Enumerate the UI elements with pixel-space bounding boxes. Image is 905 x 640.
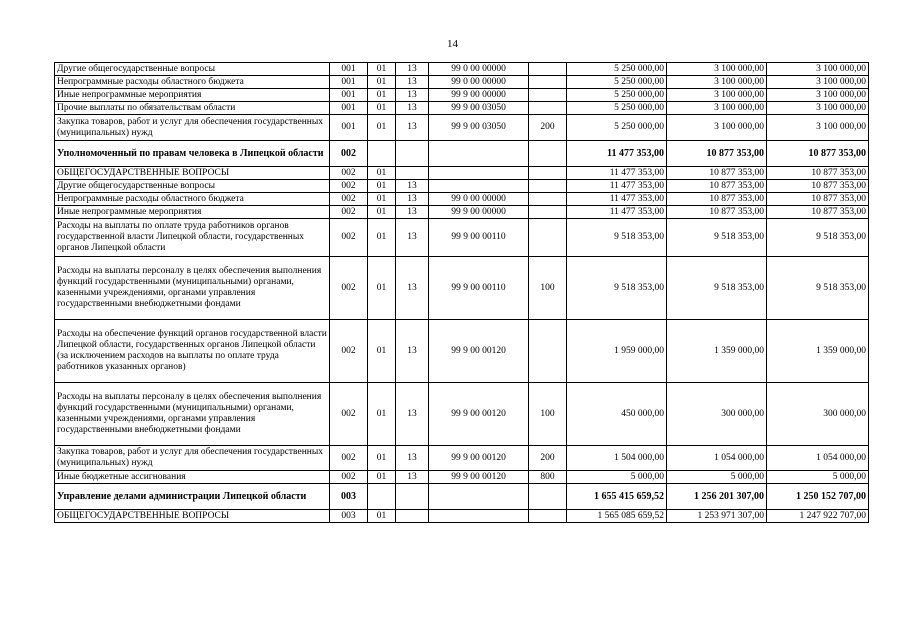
cell-ved-code: 002 (330, 219, 368, 257)
cell-name: Закупка товаров, работ и услуг для обеспечения государственных (муниципальных) нужд (55, 446, 330, 471)
cell-section-code: 01 (368, 383, 396, 446)
cell-amount-year-3: 9 518 353,00 (767, 257, 869, 320)
cell-subsection-code: 13 (396, 180, 429, 193)
cell-amount-year-2: 3 100 000,00 (667, 63, 767, 76)
cell-target-article: 99 0 00 00000 (429, 76, 529, 89)
cell-ved-code: 001 (330, 102, 368, 115)
cell-amount-year-2: 1 054 000,00 (667, 446, 767, 471)
table-row (55, 257, 869, 320)
cell-subsection-code: 13 (396, 102, 429, 115)
cell-target-article: 99 9 00 03050 (429, 102, 529, 115)
cell-amount-year-2: 1 359 000,00 (667, 320, 767, 383)
cell-expense-type: 200 (529, 446, 567, 471)
cell-amount-year-1: 11 477 353,00 (567, 193, 667, 206)
cell-subsection-code: 13 (396, 89, 429, 102)
cell-target-article: 99 0 00 00000 (429, 193, 529, 206)
cell-name: Расходы на выплаты по оплате труда работников органов государственной власти Липецкой области, государственных органов Липецкой области (55, 219, 330, 257)
cell-expense-type (529, 76, 567, 89)
cell-target-article: 99 9 00 00120 (429, 320, 529, 383)
cell-ved-code: 001 (330, 76, 368, 89)
table-row (55, 484, 869, 510)
cell-amount-year-1: 5 250 000,00 (567, 102, 667, 115)
cell-name: Расходы на обеспечение функций органов государственной власти Липецкой области, государственных органов Липецкой области (за исключением расходов на выплаты по оплате труда работников указанных органов) (55, 320, 330, 383)
cell-amount-year-2: 10 877 353,00 (667, 193, 767, 206)
cell-expense-type (529, 89, 567, 102)
cell-name: Расходы на выплаты персоналу в целях обеспечения выполнения функций государственными (муниципальными) органами, казенными учреждениями, органами управления государственными внебюджетными фондами (55, 257, 330, 320)
table-row (55, 167, 869, 180)
table-row (55, 206, 869, 219)
cell-amount-year-1: 11 477 353,00 (567, 141, 667, 167)
cell-section-code: 01 (368, 167, 396, 180)
cell-target-article: 99 9 00 00110 (429, 257, 529, 320)
cell-target-article (429, 167, 529, 180)
cell-target-article: 99 9 00 00000 (429, 89, 529, 102)
table-row (55, 219, 869, 257)
cell-ved-code: 002 (330, 141, 368, 167)
cell-section-code: 01 (368, 89, 396, 102)
cell-expense-type (529, 102, 567, 115)
cell-subsection-code: 13 (396, 219, 429, 257)
cell-amount-year-1: 1 959 000,00 (567, 320, 667, 383)
cell-subsection-code: 13 (396, 63, 429, 76)
cell-target-article: 99 9 00 00120 (429, 383, 529, 446)
table-row (55, 76, 869, 89)
cell-amount-year-3: 10 877 353,00 (767, 206, 869, 219)
cell-expense-type: 200 (529, 115, 567, 141)
cell-ved-code: 002 (330, 320, 368, 383)
cell-amount-year-3: 5 000,00 (767, 471, 869, 484)
cell-section-code: 01 (368, 102, 396, 115)
cell-section-code: 01 (368, 446, 396, 471)
cell-amount-year-3: 1 359 000,00 (767, 320, 869, 383)
cell-amount-year-3: 10 877 353,00 (767, 167, 869, 180)
cell-amount-year-3: 1 250 152 707,00 (767, 484, 869, 510)
cell-amount-year-3: 3 100 000,00 (767, 102, 869, 115)
cell-amount-year-2: 3 100 000,00 (667, 102, 767, 115)
cell-name: Другие общегосударственные вопросы (55, 63, 330, 76)
table-row (55, 63, 869, 76)
cell-expense-type (529, 141, 567, 167)
cell-amount-year-2: 10 877 353,00 (667, 180, 767, 193)
cell-section-code: 01 (368, 193, 396, 206)
table-row (55, 471, 869, 484)
cell-amount-year-1: 1 655 415 659,52 (567, 484, 667, 510)
budget-table (54, 62, 869, 523)
cell-subsection-code (396, 484, 429, 510)
cell-name: Иные непрограммные мероприятия (55, 206, 330, 219)
cell-amount-year-1: 5 250 000,00 (567, 63, 667, 76)
cell-expense-type (529, 510, 567, 523)
cell-ved-code: 002 (330, 446, 368, 471)
cell-amount-year-1: 5 250 000,00 (567, 89, 667, 102)
cell-amount-year-3: 10 877 353,00 (767, 180, 869, 193)
cell-expense-type (529, 193, 567, 206)
cell-expense-type (529, 63, 567, 76)
table-row (55, 115, 869, 141)
cell-amount-year-1: 9 518 353,00 (567, 219, 667, 257)
cell-amount-year-3: 3 100 000,00 (767, 76, 869, 89)
cell-name: Непрограммные расходы областного бюджета (55, 76, 330, 89)
cell-target-article: 99 9 00 00110 (429, 219, 529, 257)
cell-ved-code: 002 (330, 206, 368, 219)
cell-amount-year-2: 300 000,00 (667, 383, 767, 446)
cell-target-article (429, 141, 529, 167)
cell-amount-year-2: 3 100 000,00 (667, 76, 767, 89)
cell-subsection-code (396, 141, 429, 167)
cell-expense-type: 100 (529, 383, 567, 446)
cell-ved-code: 002 (330, 383, 368, 446)
cell-subsection-code: 13 (396, 206, 429, 219)
cell-ved-code: 002 (330, 257, 368, 320)
table-row (55, 510, 869, 523)
cell-subsection-code: 13 (396, 76, 429, 89)
cell-ved-code: 002 (330, 167, 368, 180)
cell-ved-code: 003 (330, 484, 368, 510)
cell-name: Иные бюджетные ассигнования (55, 471, 330, 484)
cell-amount-year-1: 11 477 353,00 (567, 180, 667, 193)
cell-amount-year-2: 1 253 971 307,00 (667, 510, 767, 523)
cell-target-article: 99 0 00 00000 (429, 63, 529, 76)
cell-amount-year-3: 300 000,00 (767, 383, 869, 446)
cell-amount-year-3: 10 877 353,00 (767, 193, 869, 206)
cell-section-code: 01 (368, 219, 396, 257)
cell-section-code: 01 (368, 180, 396, 193)
cell-section-code: 01 (368, 257, 396, 320)
cell-amount-year-1: 9 518 353,00 (567, 257, 667, 320)
cell-expense-type (529, 484, 567, 510)
cell-ved-code: 003 (330, 510, 368, 523)
cell-section-code: 01 (368, 206, 396, 219)
cell-name: Иные непрограммные мероприятия (55, 89, 330, 102)
cell-amount-year-3: 1 054 000,00 (767, 446, 869, 471)
cell-expense-type (529, 206, 567, 219)
table-row (55, 446, 869, 471)
cell-target-article: 99 9 00 00000 (429, 206, 529, 219)
cell-amount-year-3: 3 100 000,00 (767, 63, 869, 76)
cell-ved-code: 002 (330, 193, 368, 206)
cell-target-article: 99 9 00 00120 (429, 471, 529, 484)
cell-name: Расходы на выплаты персоналу в целях обеспечения выполнения функций государственными (муниципальными) органами, казенными учреждениями, органами управления государственными внебюджетными фондами (55, 383, 330, 446)
cell-amount-year-1: 11 477 353,00 (567, 206, 667, 219)
cell-amount-year-1: 450 000,00 (567, 383, 667, 446)
table-row (55, 193, 869, 206)
cell-amount-year-3: 1 247 922 707,00 (767, 510, 869, 523)
cell-ved-code: 001 (330, 89, 368, 102)
cell-amount-year-3: 9 518 353,00 (767, 219, 869, 257)
cell-amount-year-2: 1 256 201 307,00 (667, 484, 767, 510)
cell-subsection-code (396, 167, 429, 180)
cell-amount-year-2: 9 518 353,00 (667, 219, 767, 257)
cell-target-article: 99 9 00 00120 (429, 446, 529, 471)
cell-subsection-code: 13 (396, 471, 429, 484)
cell-amount-year-2: 3 100 000,00 (667, 115, 767, 141)
cell-name: ОБЩЕГОСУДАРСТВЕННЫЕ ВОПРОСЫ (55, 167, 330, 180)
cell-expense-type (529, 219, 567, 257)
cell-ved-code: 002 (330, 180, 368, 193)
cell-subsection-code: 13 (396, 193, 429, 206)
cell-amount-year-3: 3 100 000,00 (767, 89, 869, 102)
cell-section-code: 01 (368, 76, 396, 89)
table-row (55, 383, 869, 446)
cell-expense-type: 100 (529, 257, 567, 320)
cell-amount-year-2: 5 000,00 (667, 471, 767, 484)
cell-name: Управление делами администрации Липецкой области (55, 484, 330, 510)
cell-target-article (429, 180, 529, 193)
cell-subsection-code (396, 510, 429, 523)
cell-amount-year-2: 9 518 353,00 (667, 257, 767, 320)
table-row (55, 141, 869, 167)
cell-section-code: 01 (368, 115, 396, 141)
cell-expense-type (529, 180, 567, 193)
cell-section-code: 01 (368, 471, 396, 484)
cell-ved-code: 001 (330, 115, 368, 141)
cell-expense-type: 800 (529, 471, 567, 484)
page-number: 14 (447, 38, 458, 50)
cell-expense-type (529, 320, 567, 383)
cell-subsection-code: 13 (396, 383, 429, 446)
table-row (55, 180, 869, 193)
cell-section-code: 01 (368, 510, 396, 523)
cell-subsection-code: 13 (396, 115, 429, 141)
cell-ved-code: 001 (330, 63, 368, 76)
cell-target-article: 99 9 00 03050 (429, 115, 529, 141)
cell-name: Закупка товаров, работ и услуг для обеспечения государственных (муниципальных) нужд (55, 115, 330, 141)
cell-section-code: 01 (368, 320, 396, 383)
cell-amount-year-1: 11 477 353,00 (567, 167, 667, 180)
cell-amount-year-1: 5 250 000,00 (567, 76, 667, 89)
cell-amount-year-1: 5 250 000,00 (567, 115, 667, 141)
cell-expense-type (529, 167, 567, 180)
cell-amount-year-2: 3 100 000,00 (667, 89, 767, 102)
cell-amount-year-1: 1 565 085 659,52 (567, 510, 667, 523)
cell-target-article (429, 510, 529, 523)
cell-section-code (368, 484, 396, 510)
cell-name: Непрограммные расходы областного бюджета (55, 193, 330, 206)
table-row (55, 320, 869, 383)
cell-amount-year-3: 3 100 000,00 (767, 115, 869, 141)
table-row (55, 102, 869, 115)
cell-amount-year-2: 10 877 353,00 (667, 206, 767, 219)
cell-name: ОБЩЕГОСУДАРСТВЕННЫЕ ВОПРОСЫ (55, 510, 330, 523)
cell-section-code: 01 (368, 63, 396, 76)
cell-subsection-code: 13 (396, 257, 429, 320)
cell-amount-year-1: 1 504 000,00 (567, 446, 667, 471)
cell-amount-year-2: 10 877 353,00 (667, 167, 767, 180)
cell-target-article (429, 484, 529, 510)
cell-subsection-code: 13 (396, 320, 429, 383)
cell-name: Уполномоченный по правам человека в Липецкой области (55, 141, 330, 167)
cell-amount-year-3: 10 877 353,00 (767, 141, 869, 167)
cell-name: Прочие выплаты по обязательствам области (55, 102, 330, 115)
cell-ved-code: 002 (330, 471, 368, 484)
table-row (55, 89, 869, 102)
cell-amount-year-1: 5 000,00 (567, 471, 667, 484)
cell-amount-year-2: 10 877 353,00 (667, 141, 767, 167)
cell-name: Другие общегосударственные вопросы (55, 180, 330, 193)
cell-subsection-code: 13 (396, 446, 429, 471)
cell-section-code (368, 141, 396, 167)
